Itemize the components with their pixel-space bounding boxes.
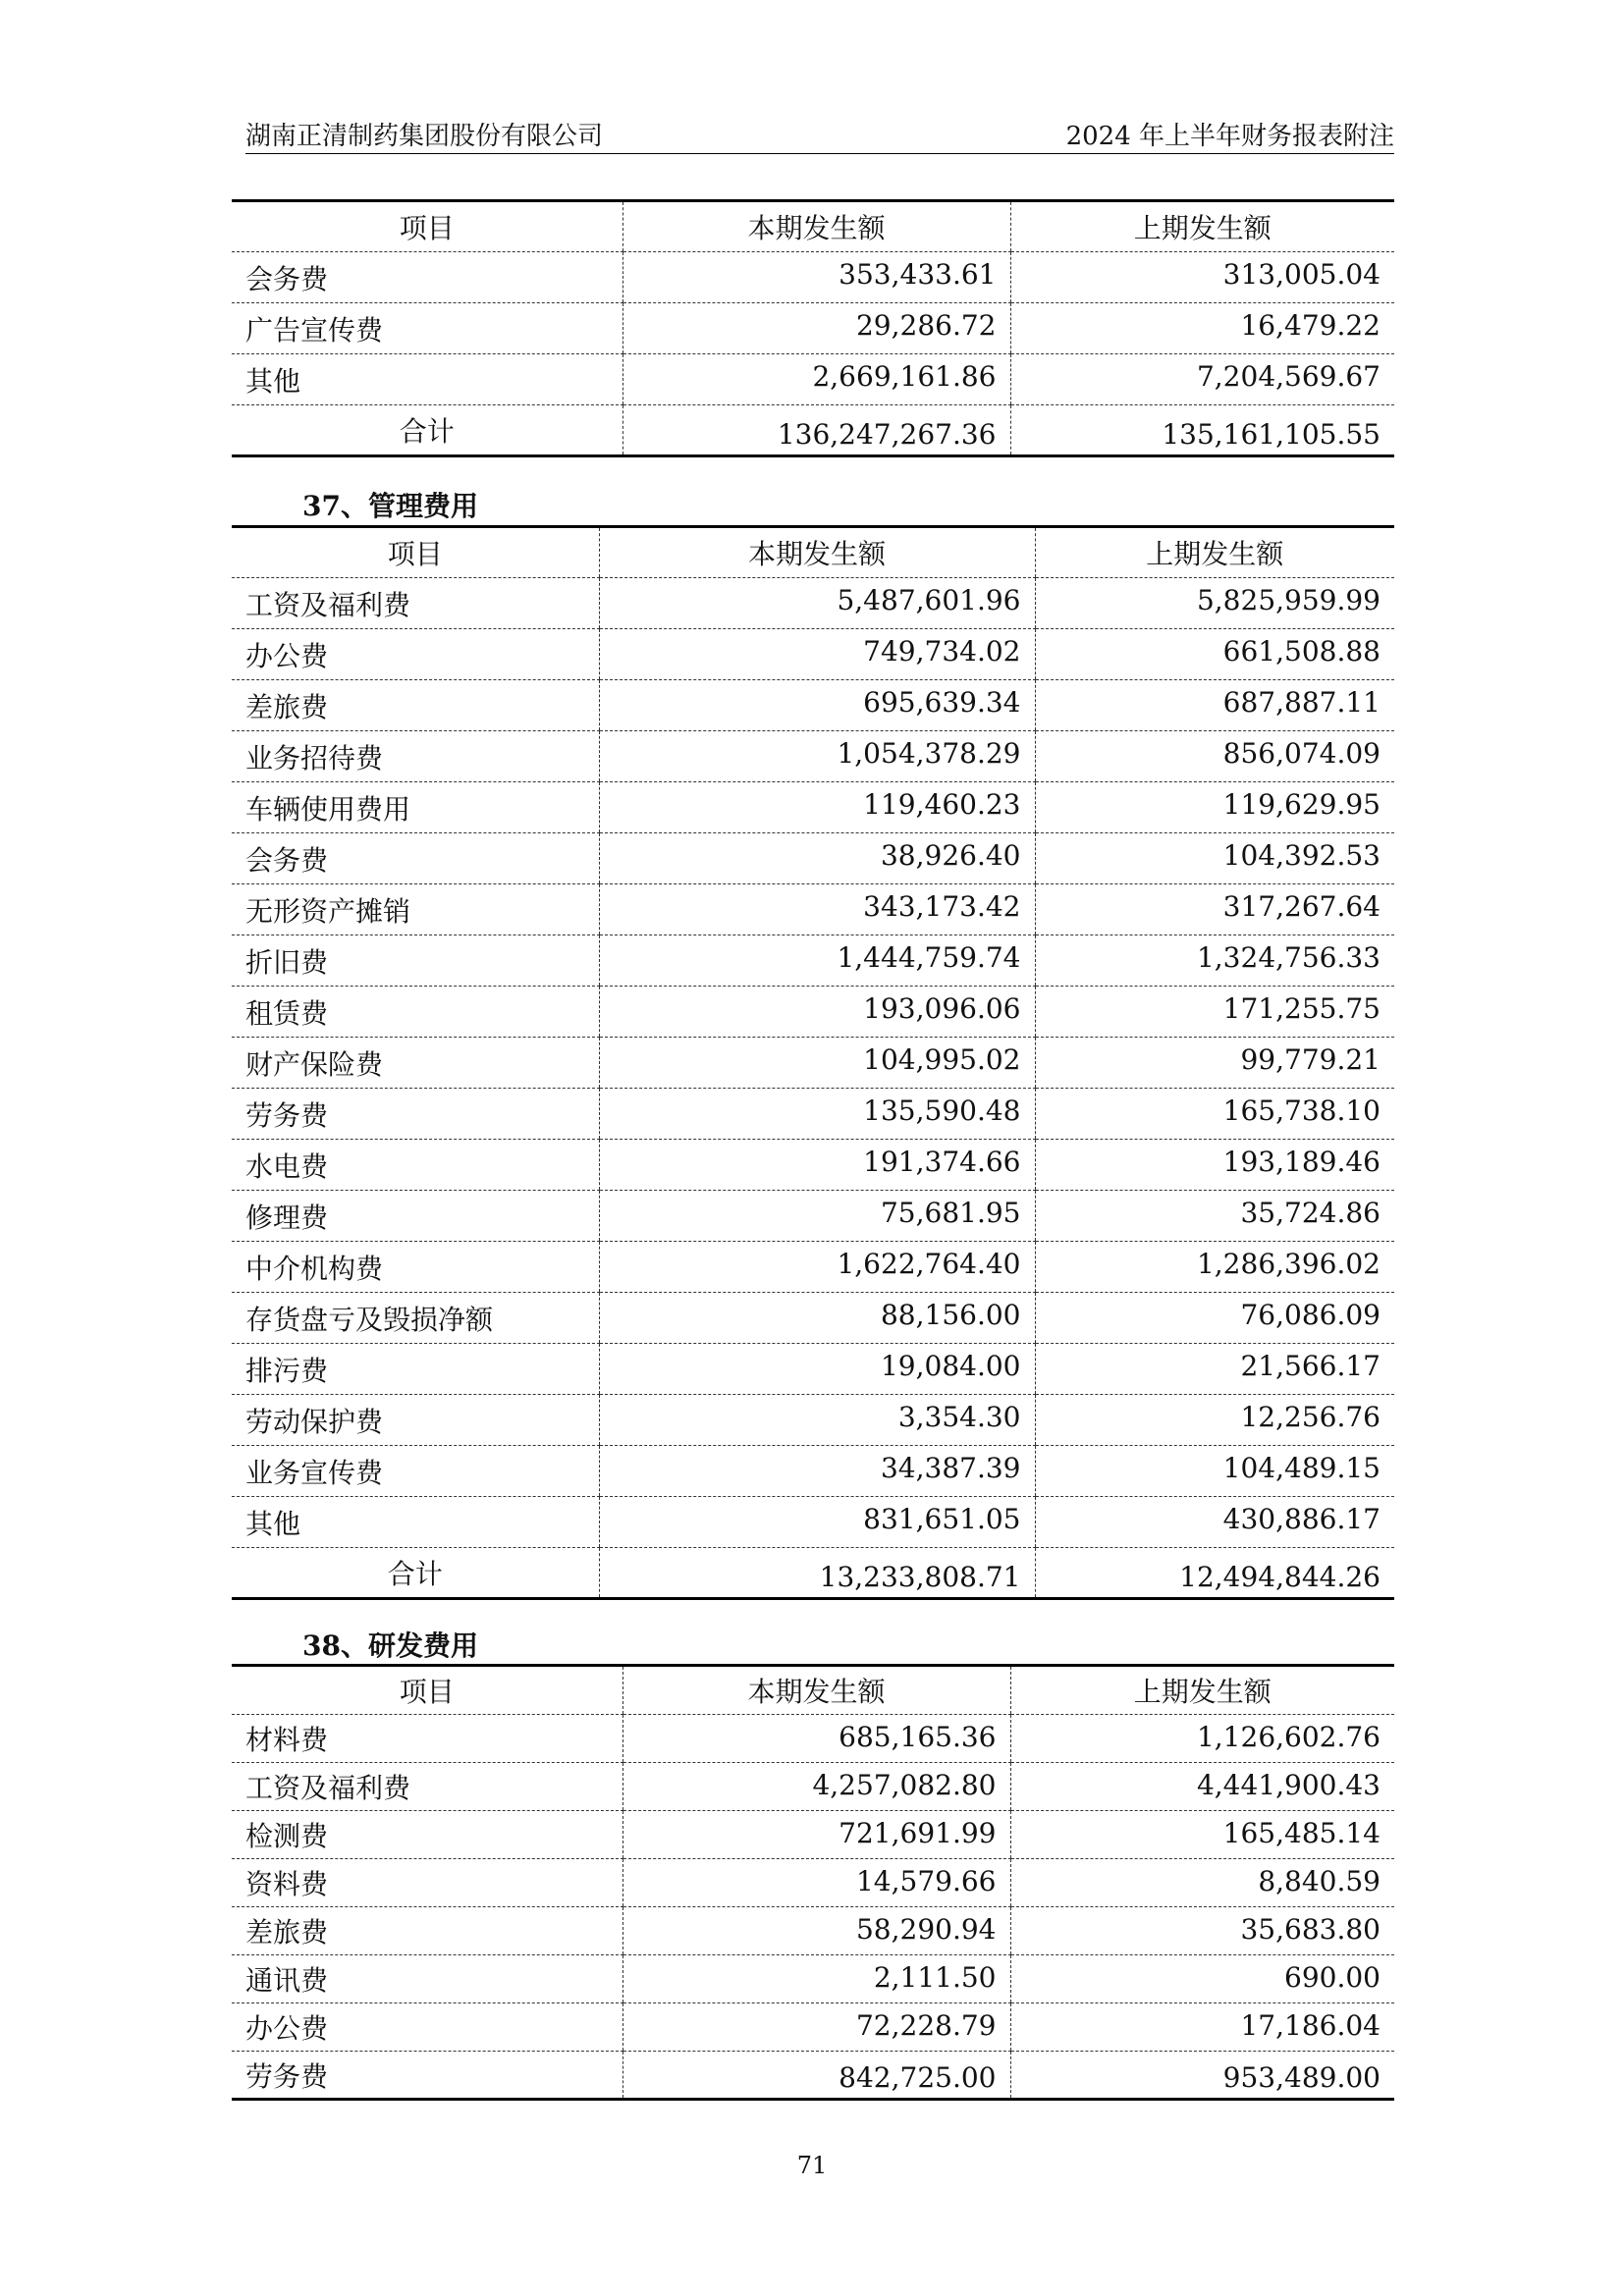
row-prior-amount: 35,724.86 (1035, 1191, 1394, 1242)
row-prior-amount: 35,683.80 (1010, 1907, 1394, 1955)
row-prior-amount: 171,255.75 (1035, 987, 1394, 1038)
total-prior-amount: 135,161,105.55 (1010, 405, 1394, 456)
row-item: 办公费 (232, 2003, 623, 2052)
row-current-amount: 14,579.66 (623, 1859, 1010, 1907)
row-current-amount: 1,622,764.40 (599, 1242, 1035, 1293)
column-header-prior: 上期发生额 (1010, 1666, 1394, 1715)
row-prior-amount: 8,840.59 (1010, 1859, 1394, 1907)
row-current-amount: 695,639.34 (599, 680, 1035, 731)
section-title-admin: 37、管理费用 (302, 490, 478, 522)
column-header-current: 本期发生额 (599, 527, 1035, 578)
row-prior-amount: 76,086.09 (1035, 1293, 1394, 1344)
column-header-item: 项目 (232, 527, 599, 578)
row-current-amount: 842,725.00 (623, 2052, 1010, 2100)
row-item: 折旧费 (232, 935, 599, 987)
table-row (232, 354, 1394, 405)
row-prior-amount: 21,566.17 (1035, 1344, 1394, 1395)
row-item: 其他 (232, 1497, 599, 1548)
row-prior-amount: 1,286,396.02 (1035, 1242, 1394, 1293)
row-prior-amount: 317,267.64 (1035, 884, 1394, 935)
table-row (232, 2052, 1394, 2100)
row-item: 存货盘亏及毁损净额 (232, 1293, 599, 1344)
table-row (232, 935, 1394, 987)
row-prior-amount: 104,489.15 (1035, 1446, 1394, 1497)
row-current-amount: 685,165.36 (623, 1715, 1010, 1763)
page-number: 71 (796, 2152, 828, 2179)
row-prior-amount: 12,256.76 (1035, 1395, 1394, 1446)
table-row (232, 1497, 1394, 1548)
row-current-amount: 1,444,759.74 (599, 935, 1035, 987)
row-prior-amount: 430,886.17 (1035, 1497, 1394, 1548)
row-item: 劳务费 (232, 1089, 599, 1140)
row-item: 业务宣传费 (232, 1446, 599, 1497)
row-current-amount: 34,387.39 (599, 1446, 1035, 1497)
row-item: 劳动保护费 (232, 1395, 599, 1446)
total-row (232, 1548, 1394, 1599)
row-prior-amount: 4,441,900.43 (1010, 1763, 1394, 1811)
total-prior-amount: 12,494,844.26 (1035, 1548, 1394, 1599)
table-row (232, 1038, 1394, 1089)
row-item: 资料费 (232, 1859, 623, 1907)
row-prior-amount: 104,392.53 (1035, 833, 1394, 884)
row-prior-amount: 193,189.46 (1035, 1140, 1394, 1191)
table-header-row (232, 201, 1394, 252)
column-header-item: 项目 (232, 1666, 623, 1715)
rnd-expenses-table (232, 1664, 1394, 2101)
row-prior-amount: 5,825,959.99 (1035, 578, 1394, 629)
total-current-amount: 136,247,267.36 (623, 405, 1010, 456)
table-row (232, 629, 1394, 680)
table-row (232, 1907, 1394, 1955)
row-current-amount: 721,691.99 (623, 1811, 1010, 1859)
row-item: 会务费 (232, 833, 599, 884)
row-prior-amount: 661,508.88 (1035, 629, 1394, 680)
row-prior-amount: 687,887.11 (1035, 680, 1394, 731)
row-current-amount: 119,460.23 (599, 782, 1035, 833)
row-prior-amount: 953,489.00 (1010, 2052, 1394, 2100)
table-row (232, 1395, 1394, 1446)
row-current-amount: 29,286.72 (623, 303, 1010, 354)
table-row (232, 884, 1394, 935)
table-row (232, 680, 1394, 731)
row-item: 材料费 (232, 1715, 623, 1763)
row-current-amount: 2,111.50 (623, 1955, 1010, 2003)
total-label: 合计 (232, 1548, 599, 1599)
row-item: 会务费 (232, 252, 623, 303)
row-item: 检测费 (232, 1811, 623, 1859)
row-item: 广告宣传费 (232, 303, 623, 354)
row-item: 水电费 (232, 1140, 599, 1191)
row-prior-amount: 690.00 (1010, 1955, 1394, 2003)
row-prior-amount: 313,005.04 (1010, 252, 1394, 303)
row-item: 差旅费 (232, 1907, 623, 1955)
table-header-row (232, 527, 1394, 578)
row-item: 财产保险费 (232, 1038, 599, 1089)
report-title: 2024 年上半年财务报表附注 (1065, 122, 1394, 151)
row-item: 办公费 (232, 629, 599, 680)
column-header-prior: 上期发生额 (1010, 201, 1394, 252)
table-row (232, 1140, 1394, 1191)
section-title-rnd: 38、研发费用 (302, 1629, 478, 1662)
row-current-amount: 191,374.66 (599, 1140, 1035, 1191)
row-prior-amount: 165,738.10 (1035, 1089, 1394, 1140)
company-name: 湖南正清制药集团股份有限公司 (245, 122, 604, 151)
row-item: 排污费 (232, 1344, 599, 1395)
table-row (232, 1344, 1394, 1395)
row-current-amount: 88,156.00 (599, 1293, 1035, 1344)
table-row (232, 303, 1394, 354)
row-current-amount: 343,173.42 (599, 884, 1035, 935)
table-row (232, 1191, 1394, 1242)
row-current-amount: 72,228.79 (623, 2003, 1010, 2052)
row-item: 其他 (232, 354, 623, 405)
row-prior-amount: 119,629.95 (1035, 782, 1394, 833)
table-row (232, 833, 1394, 884)
row-item: 通讯费 (232, 1955, 623, 2003)
row-current-amount: 3,354.30 (599, 1395, 1035, 1446)
row-current-amount: 135,590.48 (599, 1089, 1035, 1140)
table-row (232, 578, 1394, 629)
row-current-amount: 831,651.05 (599, 1497, 1035, 1548)
total-current-amount: 13,233,808.71 (599, 1548, 1035, 1599)
row-item: 差旅费 (232, 680, 599, 731)
column-header-current: 本期发生额 (623, 201, 1010, 252)
table-row (232, 1715, 1394, 1763)
row-current-amount: 1,054,378.29 (599, 731, 1035, 782)
row-prior-amount: 99,779.21 (1035, 1038, 1394, 1089)
header-rule (245, 153, 1394, 154)
row-prior-amount: 1,126,602.76 (1010, 1715, 1394, 1763)
table-row (232, 1811, 1394, 1859)
table-row (232, 731, 1394, 782)
column-header-item: 项目 (232, 201, 623, 252)
table-row (232, 252, 1394, 303)
table-row (232, 987, 1394, 1038)
row-current-amount: 4,257,082.80 (623, 1763, 1010, 1811)
table-row (232, 1242, 1394, 1293)
row-item: 工资及福利费 (232, 1763, 623, 1811)
column-header-prior: 上期发生额 (1035, 527, 1394, 578)
table-row (232, 1955, 1394, 2003)
total-label: 合计 (232, 405, 623, 456)
row-current-amount: 2,669,161.86 (623, 354, 1010, 405)
row-item: 车辆使用费用 (232, 782, 599, 833)
row-current-amount: 353,433.61 (623, 252, 1010, 303)
table-row (232, 1293, 1394, 1344)
row-current-amount: 75,681.95 (599, 1191, 1035, 1242)
page-header (245, 116, 1394, 155)
total-row (232, 405, 1394, 456)
row-prior-amount: 17,186.04 (1010, 2003, 1394, 2052)
row-current-amount: 104,995.02 (599, 1038, 1035, 1089)
row-item: 修理费 (232, 1191, 599, 1242)
row-item: 劳务费 (232, 2052, 623, 2100)
selling-expenses-table (232, 199, 1394, 457)
row-item: 租赁费 (232, 987, 599, 1038)
table-row (232, 1089, 1394, 1140)
row-prior-amount: 1,324,756.33 (1035, 935, 1394, 987)
table-row (232, 1763, 1394, 1811)
row-item: 业务招待费 (232, 731, 599, 782)
row-prior-amount: 165,485.14 (1010, 1811, 1394, 1859)
row-prior-amount: 16,479.22 (1010, 303, 1394, 354)
row-item: 中介机构费 (232, 1242, 599, 1293)
column-header-current: 本期发生额 (623, 1666, 1010, 1715)
admin-expenses-table (232, 525, 1394, 1600)
row-item: 无形资产摊销 (232, 884, 599, 935)
row-current-amount: 38,926.40 (599, 833, 1035, 884)
table-row (232, 2003, 1394, 2052)
row-current-amount: 5,487,601.96 (599, 578, 1035, 629)
row-item: 工资及福利费 (232, 578, 599, 629)
row-prior-amount: 7,204,569.67 (1010, 354, 1394, 405)
table-row (232, 1859, 1394, 1907)
row-current-amount: 193,096.06 (599, 987, 1035, 1038)
row-current-amount: 58,290.94 (623, 1907, 1010, 1955)
row-current-amount: 749,734.02 (599, 629, 1035, 680)
table-header-row (232, 1666, 1394, 1715)
row-prior-amount: 856,074.09 (1035, 731, 1394, 782)
row-current-amount: 19,084.00 (599, 1344, 1035, 1395)
table-row (232, 1446, 1394, 1497)
table-row (232, 782, 1394, 833)
